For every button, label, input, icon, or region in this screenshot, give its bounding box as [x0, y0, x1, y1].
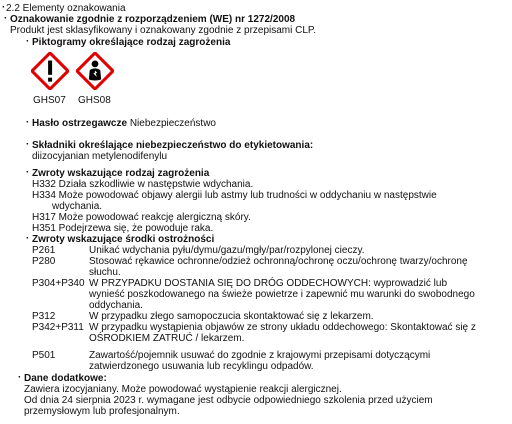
- additional-line: Zawiera izocyjaniany. Może powodować wystąpienie reakcji alergicznej.: [24, 384, 342, 395]
- precaution-text: Stosować rękawice ochronne/odzież ochronną/ochronę oczu/ochronę twarzy/ochronę: [89, 256, 468, 267]
- precaution-code: P342+P311: [32, 322, 84, 333]
- precaution-code: P312: [32, 311, 56, 322]
- regulation-heading: · Oznakowanie zgodnie z rozporządzeniem (WE) nr 1272/2008: [4, 13, 296, 25]
- precaution-text: W PRZYPADKU DOSTANIA SIĘ DO DRÓG ODDECHOWYCH: wyprowadzić lub: [89, 278, 448, 289]
- precaution-text: Unikać wdychania pyłu/dymu/gazu/mgły/par/rozpylonej cieczy.: [89, 245, 365, 256]
- exclamation-mark-icon: [31, 52, 69, 90]
- precaution-code: P261: [32, 245, 56, 256]
- pictograms-heading: · Piktogramy określające rodzaj zagrożenia: [26, 36, 231, 48]
- signal-word-label: Hasło ostrzegawcze: [32, 118, 128, 129]
- precaution-text: W przypadku złego samopoczucia skontaktować się z lekarzem.: [89, 311, 374, 322]
- precaution-code: P280: [32, 256, 56, 267]
- hazard-statement: H334 Może powodować objawy alergii lub astmy lub trudności w oddychaniu w następstwie: [32, 190, 437, 201]
- pictogram-label-ghs07: GHS07: [33, 95, 66, 106]
- precaution-text-continued: słuchu.: [89, 267, 121, 278]
- precaution-text: Zawartość/pojemnik usuwać do zgodnie z krajowymi przepisami dotyczącymi: [89, 350, 431, 361]
- precaution-text-continued: OŚRODKIEM ZATRUĆ / lekarzem.: [89, 333, 245, 344]
- classification-note: Produkt jest sklasyfikowany i oznakowany zgodnie z przepisami CLP.: [10, 25, 317, 36]
- precaution-code: P501: [32, 350, 56, 361]
- hazard-statement: H332 Działa szkodliwie w następstwie wdychania.: [32, 179, 254, 190]
- additional-line: przemysłowym lub profesjonalnym.: [24, 406, 180, 417]
- ingredients-value: diizocyjanian metylenodifenylu: [32, 151, 168, 162]
- signal-word-value: Niebezpieczeństwo: [129, 118, 216, 129]
- additional-heading: · Dane dodatkowe:: [18, 372, 107, 384]
- hazard-statement-continued: wdychania.: [52, 201, 103, 212]
- precaution-text-continued: wynieść poszkodowanego na świeże powietrze i zapewnić mu warunki do swobodnego: [89, 289, 475, 300]
- signal-word: · Hasło ostrzegawcze Niebezpieczeństwo: [26, 117, 216, 129]
- health-hazard-icon: [76, 52, 114, 90]
- pictogram-label-ghs08: GHS08: [78, 95, 111, 106]
- hazard-statement: H351 Podejrzewa się, że powoduje raka.: [32, 223, 214, 234]
- hazard-statement: H317 Może powodować reakcję alergiczną skóry.: [32, 212, 251, 223]
- additional-line: Od dnia 24 sierpnia 2023 r. wymagane jest odbycie odpowiedniego szkolenia przed użyciem: [24, 395, 433, 406]
- ingredients-heading: · Składniki określające niebezpieczeństwo do etykietowania:: [26, 139, 314, 151]
- precaution-text-continued: oddychania.: [89, 300, 143, 311]
- hazard-statements-heading: · Zwroty wskazujące rodzaj zagrożenia: [26, 167, 210, 179]
- precautionary-statements-heading: · Zwroty wskazujące środki ostrożności: [26, 233, 215, 245]
- section-title: · 2.2 Elementy oznakowania: [2, 2, 126, 14]
- precaution-text-continued: zatwierdzonego usuwania lub recyklingu odpadów.: [89, 361, 314, 372]
- precaution-text: W przypadku wystąpienia objawów ze strony układu oddechowego: Skontaktować się z: [89, 322, 476, 333]
- precaution-code: P304+P340: [32, 278, 85, 289]
